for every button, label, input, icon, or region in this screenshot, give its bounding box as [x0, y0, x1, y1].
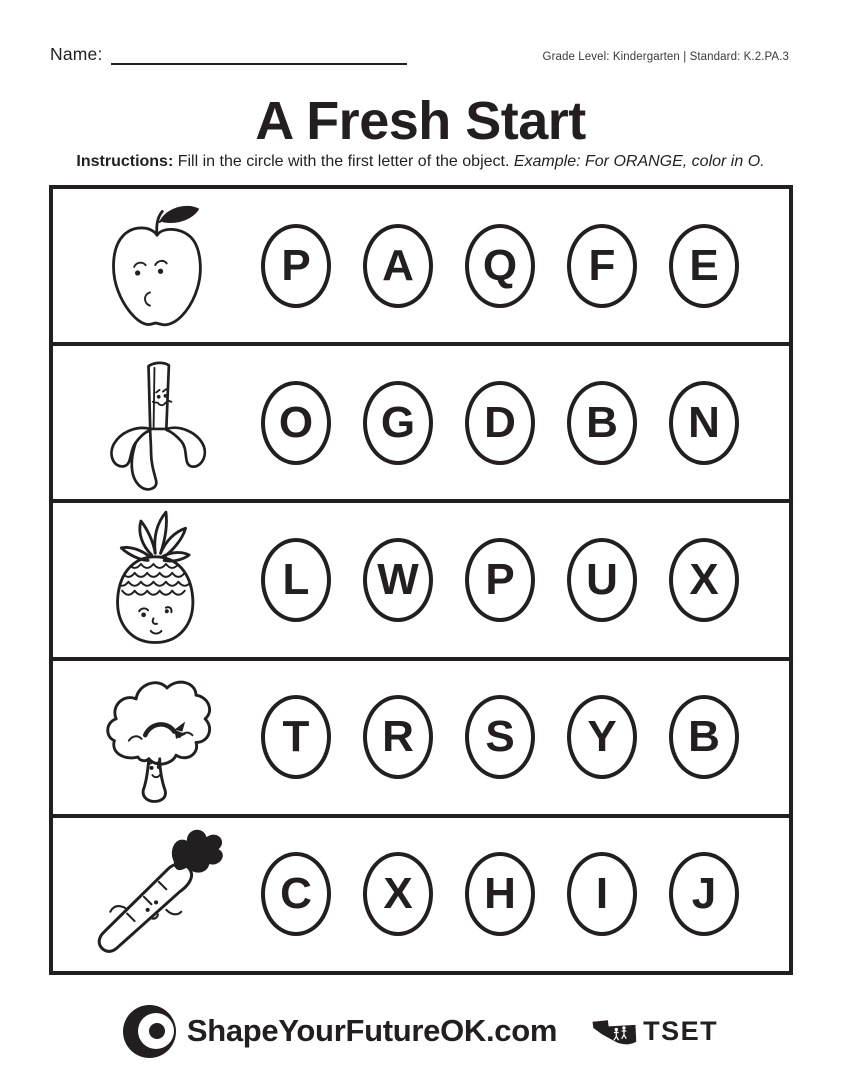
- name-fill-in-line[interactable]: [111, 49, 407, 65]
- letter-circle-banana-b[interactable]: B: [567, 381, 637, 465]
- letter-circles: [261, 695, 739, 779]
- letter-circle-carrot-i[interactable]: I: [567, 852, 637, 936]
- name-label: Name:: [50, 44, 103, 64]
- instructions-example: Example: For ORANGE, color in O.: [513, 153, 765, 170]
- tset-logo: [591, 1015, 718, 1047]
- footer-site-text: ShapeYourFutureOK.com: [186, 1013, 558, 1048]
- letter-circle-banana-o[interactable]: O: [261, 381, 331, 465]
- worksheet-row-banana: [53, 346, 789, 503]
- worksheet-row-pineapple: [53, 503, 789, 660]
- object-cell: [53, 505, 261, 655]
- letter-circle-apple-p[interactable]: P: [261, 224, 331, 308]
- worksheet-row-apple: [53, 189, 789, 346]
- oklahoma-state-icon: [591, 1015, 637, 1047]
- name-row: [50, 44, 407, 65]
- pineapple-image: [101, 505, 213, 655]
- grade-standard-text: Grade Level: Kindergarten | Standard: K.2.PA.3: [542, 51, 789, 63]
- object-cell: [53, 200, 261, 332]
- letter-circle-pineapple-p[interactable]: P: [465, 538, 535, 622]
- footer: [0, 1001, 841, 1061]
- letter-circles: [261, 381, 739, 465]
- letter-circle-banana-n[interactable]: N: [669, 381, 739, 465]
- letter-circle-apple-e[interactable]: E: [669, 224, 739, 308]
- instructions-text: Fill in the circle with the first letter of the object.: [173, 153, 514, 170]
- instructions-label: Instructions:: [76, 153, 174, 170]
- letter-circle-carrot-j[interactable]: J: [669, 852, 739, 936]
- worksheet-row-carrot: [53, 818, 789, 971]
- letter-circle-pineapple-w[interactable]: W: [363, 538, 433, 622]
- letter-circle-apple-a[interactable]: A: [363, 224, 433, 308]
- tset-wordmark: TSET: [643, 1015, 719, 1046]
- letter-circle-banana-d[interactable]: D: [465, 381, 535, 465]
- object-cell: [53, 824, 261, 964]
- worksheet-row-broccoli: [53, 661, 789, 818]
- letter-circle-carrot-x[interactable]: X: [363, 852, 433, 936]
- letter-circles: [261, 538, 739, 622]
- apple-image: [104, 200, 210, 332]
- letter-circle-broccoli-s[interactable]: S: [465, 695, 535, 779]
- page-title: A Fresh Start: [255, 91, 586, 151]
- worksheet-table: [49, 185, 793, 975]
- broccoli-image: [98, 668, 216, 806]
- letter-circle-pineapple-u[interactable]: U: [567, 538, 637, 622]
- object-cell: [53, 353, 261, 493]
- letter-circle-broccoli-r[interactable]: R: [363, 695, 433, 779]
- letter-circles: [261, 852, 739, 936]
- letter-circle-apple-f[interactable]: F: [567, 224, 637, 308]
- letter-circle-pineapple-l[interactable]: L: [261, 538, 331, 622]
- letter-circle-broccoli-t[interactable]: T: [261, 695, 331, 779]
- instructions: [0, 153, 841, 171]
- letter-circle-banana-g[interactable]: G: [363, 381, 433, 465]
- letter-circle-carrot-c[interactable]: C: [261, 852, 331, 936]
- shape-your-future-logo-icon: [123, 1005, 176, 1058]
- letter-circle-broccoli-y[interactable]: Y: [567, 695, 637, 779]
- letter-circle-broccoli-b[interactable]: B: [669, 695, 739, 779]
- banana-image: [101, 353, 213, 493]
- letter-circle-apple-q[interactable]: Q: [465, 224, 535, 308]
- letter-circles: [261, 224, 739, 308]
- letter-circle-pineapple-x[interactable]: X: [669, 538, 739, 622]
- carrot-image: [81, 824, 233, 964]
- letter-circle-carrot-h[interactable]: H: [465, 852, 535, 936]
- object-cell: [53, 668, 261, 806]
